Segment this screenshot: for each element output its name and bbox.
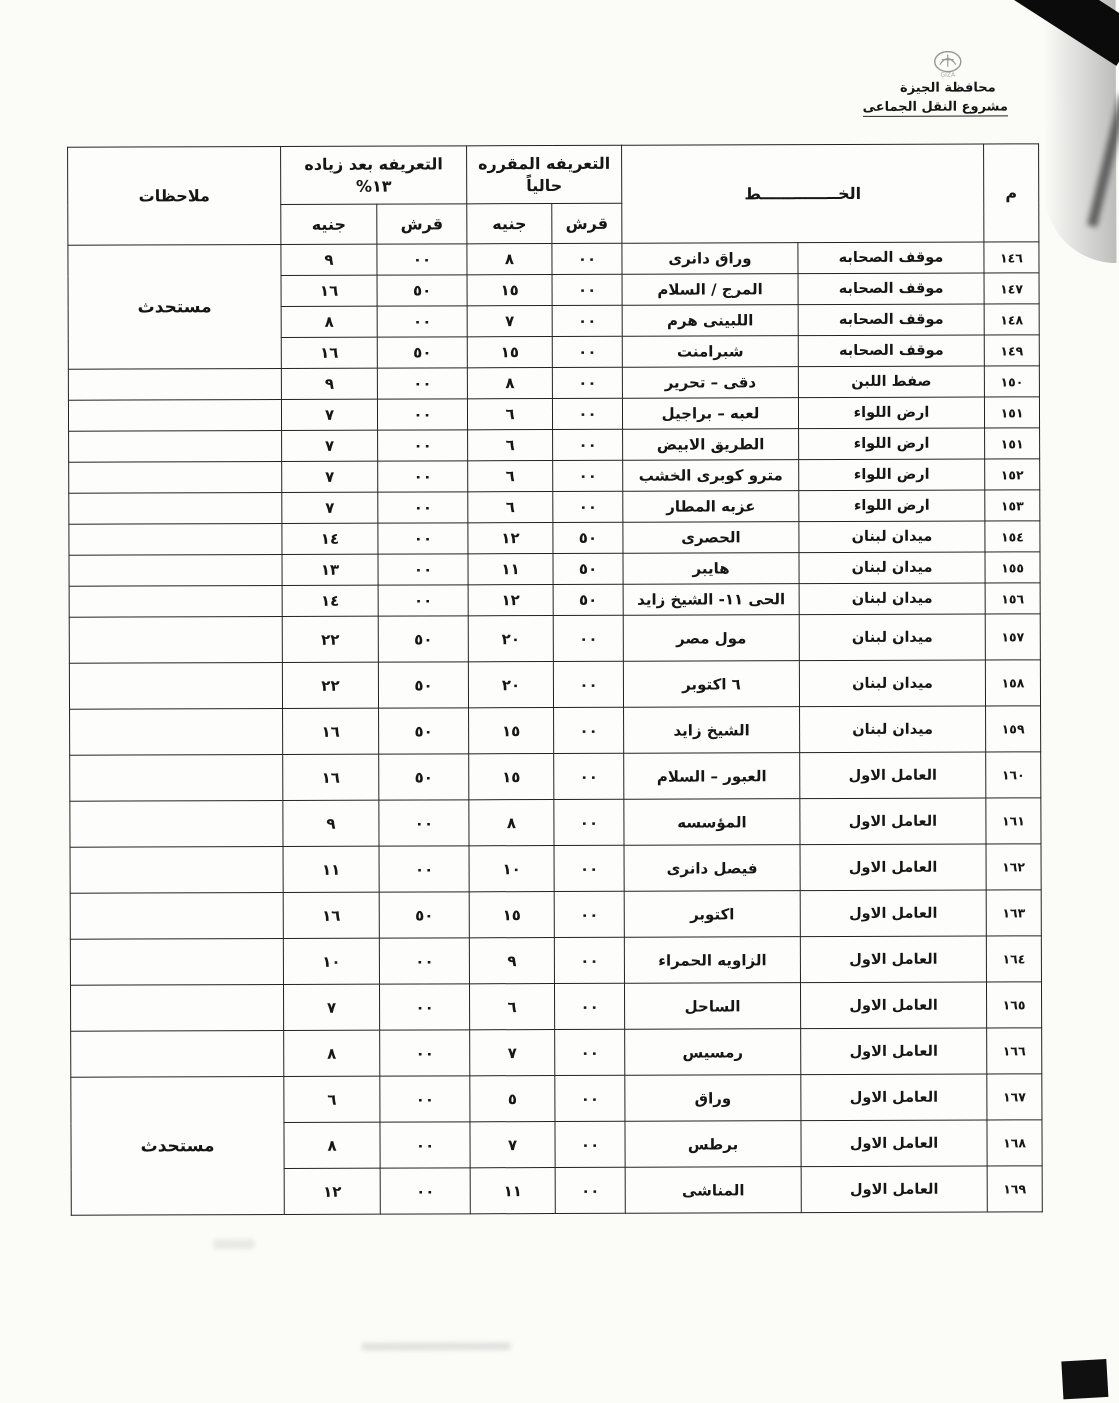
note-cell [71,892,284,939]
current-qirsh: ٠٠ [553,274,623,305]
increased-genih: ٨ [282,306,378,337]
row-number: ١٦٣ [987,890,1042,936]
note-cell [70,554,283,586]
table-row [72,1028,1043,1077]
row-number: ١٤٩ [985,335,1040,366]
table-row [70,614,1041,663]
increased-qirsh: ٠٠ [379,430,469,461]
row-number: ١٦١ [987,798,1042,844]
table-row [71,798,1042,847]
increased-qirsh: ٥٠ [379,616,469,662]
current-genih: ١٥ [470,892,555,938]
row-number: ١٥١ [985,397,1040,428]
table-row [71,936,1042,985]
increased-genih: ١١ [284,846,380,892]
current-qirsh: ٠٠ [553,336,623,367]
note-cell [71,846,284,893]
increased-genih: ٩ [282,368,378,399]
increased-qirsh: ٥٠ [379,662,469,708]
current-qirsh: ٠٠ [554,615,624,661]
line-destination: شبرامنت [623,336,799,368]
line-origin: ارض اللواء [800,459,986,491]
scan-smudge [214,1239,256,1249]
line-origin: صفط اللبن [799,366,985,398]
current-qirsh: ٠٠ [554,460,624,491]
increased-genih: ١٤ [283,585,379,616]
line-destination: برطس [626,1121,802,1168]
increased-qirsh: ٥٠ [378,275,468,306]
increased-qirsh: ٥٠ [378,337,468,368]
line-destination: عزبه المطار [624,491,800,523]
table-row [70,428,1041,462]
row-number: ١٤٦ [985,242,1040,273]
increased-qirsh: ٠٠ [381,1122,471,1168]
line-origin: موقف الصحابه [799,304,985,336]
increased-qirsh: ٠٠ [379,461,469,492]
line-origin: العامل الاول [801,890,987,937]
note-cell [70,492,283,524]
current-genih: ٢٠ [469,662,554,708]
note-cell: مستحدث [72,1076,285,1215]
increased-qirsh: ٥٠ [380,892,470,938]
increased-qirsh: ٥٠ [380,754,470,800]
header-increased-tariff: التعريفه بعد زياده ١٣% [282,146,468,205]
current-genih: ١٥ [468,275,553,306]
header-number: م [985,144,1040,242]
increased-genih: ١٤ [283,523,379,554]
row-number: ١٥٠ [985,366,1040,397]
tariff-rows [69,242,1043,1215]
increased-qirsh: ٠٠ [379,523,469,554]
line-origin: ميدان لبنان [800,552,986,584]
increased-genih: ٨ [285,1122,381,1168]
line-origin: ميدان لبنان [800,614,986,661]
increased-genih: ١٦ [282,275,378,306]
line-origin: موقف الصحابه [799,242,985,274]
table-row [69,366,1040,400]
giza-governorate-emblem-icon [929,49,969,79]
current-genih: ٨ [468,368,553,399]
current-genih: ٦ [469,461,554,492]
current-qirsh: ٠٠ [555,937,625,983]
table-row [70,583,1041,617]
row-number: ١٥٢ [986,459,1041,490]
current-qirsh: ٠٠ [556,983,626,1029]
subheader-current-genih: جنيه [468,204,553,244]
row-number: ١٥٥ [986,552,1041,583]
line-destination: المرج / السلام [623,274,799,306]
increased-genih: ٨ [285,1030,381,1076]
line-origin: ميدان لبنان [800,583,986,615]
line-destination: مول مصر [624,615,800,662]
increased-qirsh: ٠٠ [380,800,470,846]
line-destination: فيصل دانرى [625,845,801,892]
note-cell [70,662,283,709]
increased-genih: ١٦ [284,754,380,800]
current-genih: ٢٠ [469,616,554,662]
current-genih: ٧ [471,1122,556,1168]
current-qirsh: ٥٠ [554,584,624,615]
line-destination: وراق [626,1075,802,1122]
note-cell [70,585,283,617]
row-number: ١٦٢ [987,844,1042,890]
increased-genih: ٧ [282,399,378,430]
row-number: ١٥٦ [986,583,1041,614]
table-row [71,844,1042,893]
row-number: ١٦٧ [988,1074,1043,1120]
increased-genih: ٧ [284,984,380,1030]
line-destination: الساحل [626,983,802,1030]
increased-qirsh: ٠٠ [379,585,469,616]
current-qirsh: ٠٠ [555,707,625,753]
current-qirsh: ٠٠ [555,891,625,937]
current-genih: ١٠ [470,846,555,892]
line-destination: لعبه – براجيل [623,398,799,430]
increased-genih: ١٦ [282,337,378,368]
increased-qirsh: ٠٠ [378,306,468,337]
line-destination: ٦ اكتوبر [624,661,800,708]
note-cell [70,523,283,555]
row-number: ١٦٤ [987,936,1042,982]
line-origin: العامل الاول [802,1028,988,1075]
row-number: ١٤٧ [985,273,1040,304]
scan-smudge [362,1342,512,1351]
line-destination: الحصرى [624,522,800,554]
current-qirsh: ٠٠ [553,367,623,398]
increased-genih: ٧ [283,492,379,523]
increased-qirsh: ٠٠ [381,1168,471,1214]
current-genih: ٦ [469,430,554,461]
line-origin: موقف الصحابه [799,335,985,367]
line-destination: مترو كوبرى الخشب [624,460,800,492]
current-qirsh: ٠٠ [554,661,624,707]
note-cell [71,708,284,755]
line-destination: اكتوبر [625,891,801,938]
current-genih: ٨ [470,800,555,846]
line-origin: العامل الاول [802,982,988,1029]
svg-text:GIZA: GIZA [941,71,957,79]
line-destination: الشيخ زايد [625,707,801,754]
subheader-current-qirsh: قرش [553,203,623,243]
current-qirsh: ٠٠ [555,845,625,891]
line-origin: العامل الاول [802,1120,988,1167]
row-number: ١٥١ [986,428,1041,459]
row-number: ١٦٠ [987,752,1042,798]
line-destination: هايبر [624,553,800,585]
current-genih: ٦ [469,492,554,523]
line-origin: العامل الاول [801,844,987,891]
current-qirsh: ٠٠ [556,1167,626,1213]
table-row [69,242,1040,276]
row-number: ١٥٣ [986,490,1041,521]
line-destination: رمسيس [626,1029,802,1076]
note-cell [69,399,282,431]
line-destination: اللبينى هرم [623,305,799,337]
row-number: ١٥٧ [986,614,1041,660]
subheader-increased-qirsh: قرش [378,204,468,244]
increased-genih: ٩ [284,800,380,846]
line-destination: وراق دانرى [623,243,799,275]
line-origin: ارض اللواء [800,428,986,460]
line-destination: المناشى [626,1167,802,1214]
row-number: ١٦٥ [988,982,1043,1028]
row-number: ١٦٨ [988,1120,1043,1166]
row-number: ١٦٩ [988,1166,1043,1212]
subheader-increased-genih: جنيه [282,204,378,244]
line-origin: ارض اللواء [799,397,985,429]
project-name: مشروع النقل الجماعى [863,99,1009,115]
table-row [71,752,1042,801]
note-cell [71,938,284,985]
increased-qirsh: ٠٠ [380,846,470,892]
current-genih: ٦ [468,399,553,430]
row-number: ١٥٤ [986,521,1041,552]
table-row [70,552,1041,586]
line-destination: الزاويه الحمراء [625,937,801,984]
line-destination: الطريق الابيض [624,429,800,461]
table-row [70,459,1041,493]
line-destination: الحى ١١- الشيخ زايد [624,584,800,616]
line-destination: دقى – تحرير [623,367,799,399]
increased-genih: ١٦ [284,892,380,938]
current-genih: ٨ [468,244,553,275]
current-qirsh: ٠٠ [555,753,625,799]
current-qirsh: ٥٠ [554,553,624,584]
increased-genih: ٧ [283,430,379,461]
table-row [70,490,1041,524]
current-qirsh: ٠٠ [553,398,623,429]
increased-genih: ٢٢ [283,662,379,708]
increased-genih: ١٠ [284,938,380,984]
current-qirsh: ٠٠ [553,243,623,274]
line-origin: ميدان لبنان [800,521,986,553]
row-number: ١٦٦ [988,1028,1043,1074]
governorate-name: محافظة الجيزة [900,80,997,96]
line-origin: ميدان لبنان [800,660,986,707]
increased-qirsh: ٠٠ [381,984,471,1030]
current-genih: ٧ [468,306,553,337]
increased-qirsh: ٠٠ [379,492,469,523]
note-cell [71,754,284,801]
note-cell [71,984,284,1031]
increased-genih: ٧ [283,461,379,492]
current-genih: ١١ [469,554,554,585]
line-origin: العامل الاول [801,752,987,799]
increased-genih: ١٣ [283,554,379,585]
note-cell [69,368,282,400]
line-destination: المؤسسه [625,799,801,846]
increased-qirsh: ٠٠ [378,399,468,430]
current-genih: ١٥ [468,337,553,368]
increased-qirsh: ٥٠ [380,708,470,754]
increased-genih: ٢٢ [283,616,379,662]
line-origin: موقف الصحابه [799,273,985,305]
increased-qirsh: ٠٠ [378,368,468,399]
row-number: ١٥٩ [987,706,1042,752]
header-notes: ملاحظات [69,146,282,245]
increased-qirsh: ٠٠ [380,938,470,984]
note-cell [72,1030,285,1077]
current-genih: ٧ [471,1030,556,1076]
row-number: ١٥٨ [986,660,1041,706]
increased-genih: ١٦ [284,708,380,754]
current-qirsh: ٥٠ [554,522,624,553]
scan-mark-bottom-right [1062,1359,1109,1399]
table-row [69,397,1040,431]
current-genih: ١١ [471,1168,556,1214]
current-qirsh: ٠٠ [553,305,623,336]
note-cell [71,800,284,847]
current-qirsh: ٠٠ [555,799,625,845]
increased-genih: ٩ [282,244,378,275]
increased-qirsh: ٠٠ [379,554,469,585]
line-origin: العامل الاول [802,1074,988,1121]
table-header [69,144,1040,245]
increased-genih: ١٢ [285,1168,381,1214]
line-origin: ميدان لبنان [801,706,987,753]
row-number: ١٤٨ [985,304,1040,335]
header-line: الخــــــــــــــط [623,144,985,243]
header-current-tariff: التعريفه المقرره حالياً [468,145,623,204]
table-row [71,890,1042,939]
note-cell: مستحدث [69,244,282,369]
table-row [71,706,1042,755]
line-destination: العبور – السلام [625,753,801,800]
current-genih: ١٥ [470,754,555,800]
tariff-table [68,143,1044,1215]
current-genih: ٦ [471,984,556,1030]
current-qirsh: ٠٠ [554,491,624,522]
current-genih: ٥ [471,1076,556,1122]
note-cell [70,430,283,462]
note-cell [70,616,283,663]
increased-qirsh: ٠٠ [381,1030,471,1076]
table-row [70,521,1041,555]
current-genih: ٩ [470,938,555,984]
line-origin: ارض اللواء [800,490,986,522]
table-row [70,660,1041,709]
current-genih: ١٢ [469,523,554,554]
increased-qirsh: ٠٠ [381,1076,471,1122]
increased-genih: ٦ [285,1076,381,1122]
current-genih: ١٥ [470,708,555,754]
current-qirsh: ٠٠ [556,1121,626,1167]
note-cell [70,461,283,493]
current-qirsh: ٠٠ [556,1029,626,1075]
increased-qirsh: ٠٠ [378,244,468,275]
current-qirsh: ٠٠ [554,429,624,460]
table-row [71,982,1042,1031]
line-origin: العامل الاول [801,936,987,983]
line-origin: العامل الاول [801,798,987,845]
letterhead [863,48,1009,116]
current-genih: ١٢ [469,585,554,616]
table-row [72,1074,1043,1123]
line-origin: العامل الاول [802,1166,988,1213]
current-qirsh: ٠٠ [556,1075,626,1121]
